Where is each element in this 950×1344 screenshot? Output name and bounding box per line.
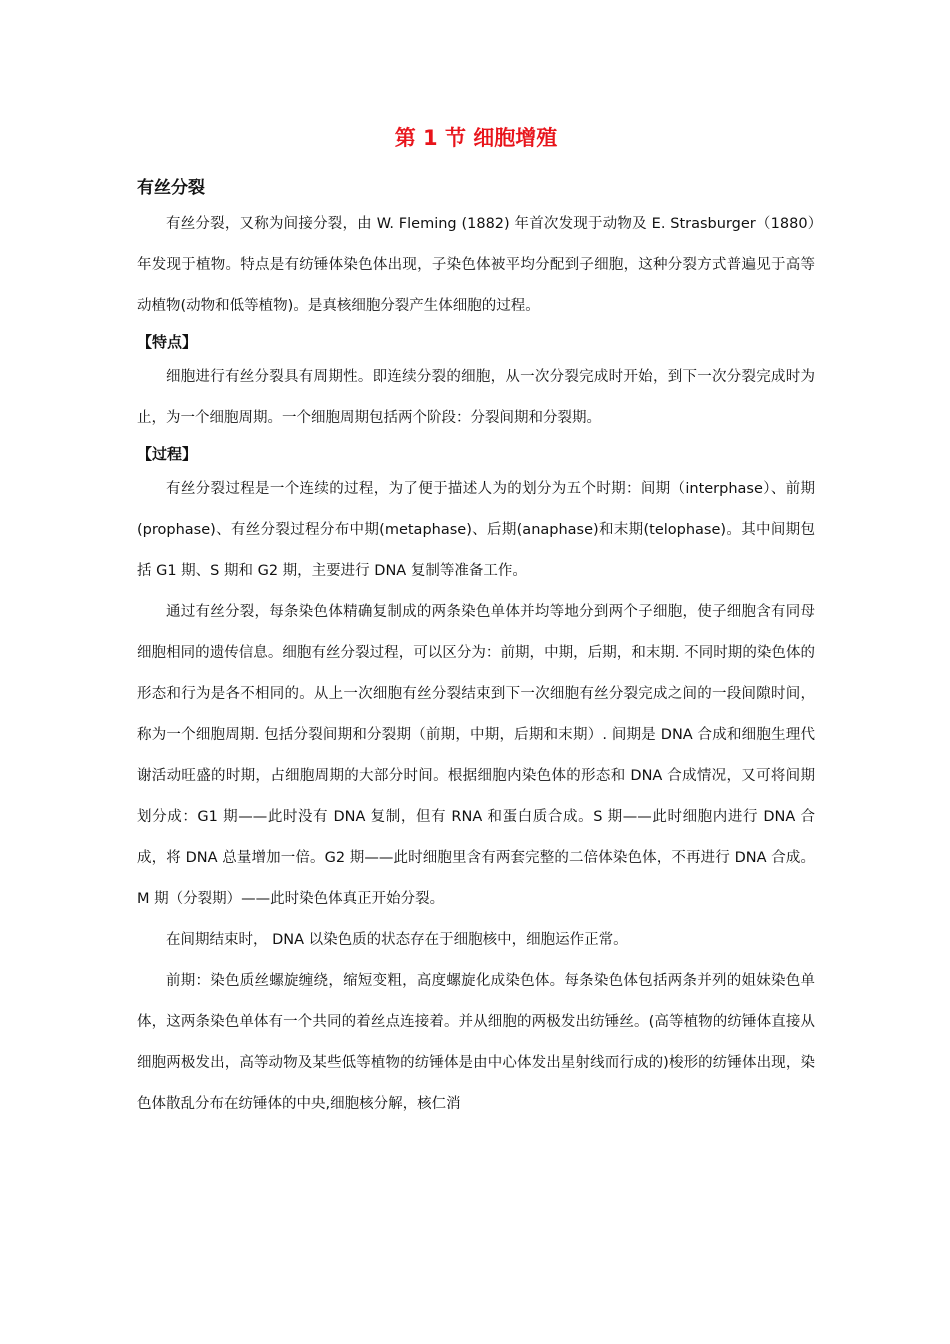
section-heading: 有丝分裂	[137, 178, 205, 198]
features-heading: 【特点】	[137, 333, 198, 351]
document-page	[137, 118, 815, 1125]
process-heading: 【过程】	[137, 445, 198, 463]
intro-paragraph: 有丝分裂，又称为间接分裂，由 W. Fleming (1882) 年首次发现于动物及 E. Strasburger（1880）年发现于植物。特点是有纺锤体染色体出现，子染色体被平均分配到子细胞，这种分裂方式普遍见于高等动植物(动物和低等植物)。是真核细胞分裂产生体细胞的过程。	[137, 216, 815, 314]
process-paragraph-1: 有丝分裂过程是一个连续的过程，为了便于描述人为的划分为五个时期：间期（interphase）、前期(prophase)、有丝分裂过程分布中期(metaphase)、后期(anaphase)和末期(telophase)。其中间期包括 G1 期、S 期和 G2 期，主要进行 DNA 复制等准备工作。	[137, 481, 815, 579]
process-paragraph-4: 前期：染色质丝螺旋缠绕，缩短变粗，高度螺旋化成染色体。每条染色体包括两条并列的姐妹染色单体，这两条染色单体有一个共同的着丝点连接着。并从细胞的两极发出纺锤丝。(高等植物的纺锤体直接从细胞两极发出，高等动物及某些低等植物的纺锤体是由中心体发出星射线而行成的)梭形的纺锤体出现，染色体散乱分布在纺锤体的中央,细胞核分解，核仁消	[137, 973, 815, 1112]
process-paragraph-3: 在间期结束时， DNA 以染色质的状态存在于细胞核中，细胞运作正常。	[166, 932, 628, 948]
features-paragraph: 细胞进行有丝分裂具有周期性。即连续分裂的细胞，从一次分裂完成时开始，到下一次分裂完成时为止，为一个细胞周期。一个细胞周期包括两个阶段：分裂间期和分裂期。	[137, 369, 815, 426]
document-title: 第 1 节 细胞增殖	[394, 126, 558, 150]
process-paragraph-2: 通过有丝分裂，每条染色体精确复制成的两条染色单体并均等地分到两个子细胞，使子细胞含有同母细胞相同的遗传信息。细胞有丝分裂过程，可以区分为：前期，中期，后期，和末期. 不同时期的染色体的形态和行为是各不相同的。从上一次细胞有丝分裂结束到下一次细胞有丝分裂完成之间的一段间隙时间，称为一个细胞周期. 包括分裂间期和分裂期（前期，中期，后期和末期）. 间期是 DNA 合成和细胞生理代谢活动旺盛的时期，占细胞周期的大部分时间。根据细胞内染色体的形态和 DNA 合成情况，又可将间期划分成：G1 期——此时没有 DNA 复制，但有 RNA 和蛋白质合成。S 期——此时细胞内进行 DNA 合成，将 DNA 总量增加一倍。G2 期——此时细胞里含有两套完整的二倍体染色体，不再进行 DNA 合成。M 期（分裂期）——此时染色体真正开始分裂。	[137, 604, 815, 907]
